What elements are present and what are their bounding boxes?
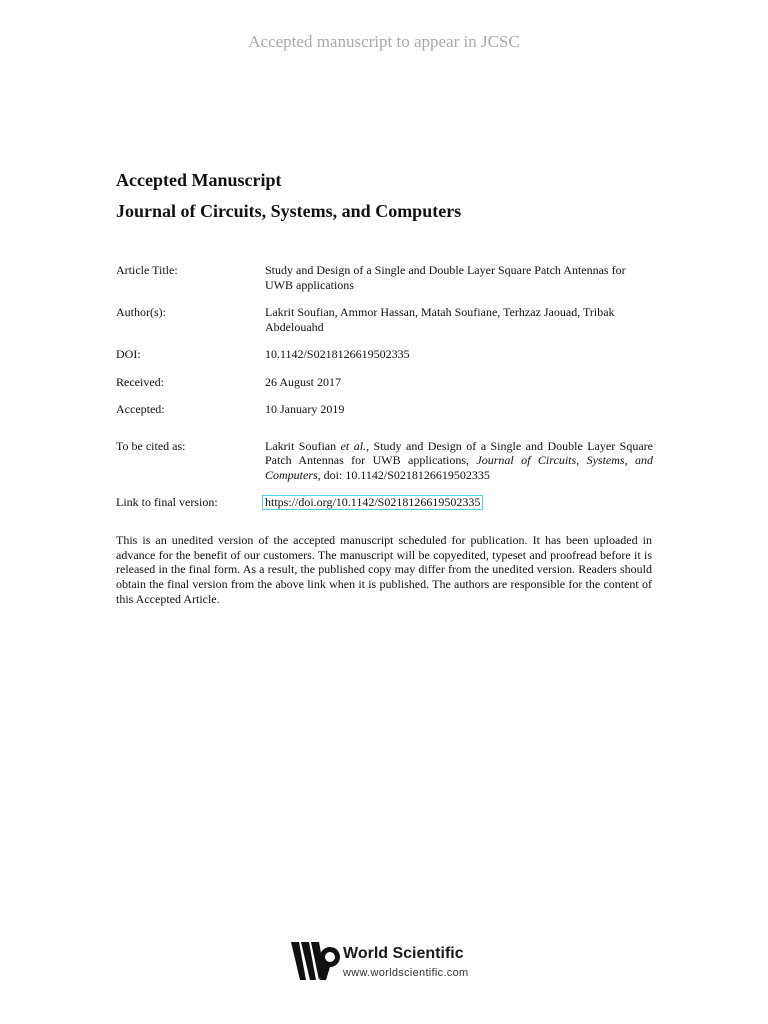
article-title-label: Article Title: bbox=[116, 263, 178, 277]
publisher-url: www.worldscientific.com bbox=[343, 967, 469, 979]
journal-title: Journal of Circuits, Systems, and Computers bbox=[116, 201, 462, 221]
metadata-table bbox=[116, 263, 656, 510]
doi-row bbox=[116, 347, 656, 362]
accepted-value: 10 January 2019 bbox=[265, 402, 345, 416]
citation-title: , Study and Design of a Single and Double Layer Square Patch Antennas for UWB applications, bbox=[265, 438, 653, 467]
citation-value bbox=[265, 439, 653, 483]
citation-doi: , doi: 10.1142/S0218126619502335 bbox=[317, 467, 490, 482]
authors-label: Author(s): bbox=[116, 305, 166, 319]
received-value: 26 August 2017 bbox=[265, 374, 342, 389]
final-link-label: Link to final version: bbox=[116, 495, 218, 509]
publisher-logo bbox=[290, 940, 490, 984]
article-title-value: Study and Design of a Single and Double Layer Square Patch Antennas for UWB applications bbox=[265, 263, 626, 292]
publisher-name: World Scientific bbox=[343, 945, 464, 962]
final-link-row bbox=[116, 495, 656, 510]
received-label: Received: bbox=[116, 374, 164, 389]
notice-paragraph: This is an unedited version of the accepted manuscript scheduled for publication. It has been uploaded in advance for the benefit of our customers. The manuscript will be copyedited, typeset and proofread before it is released in the final form. As a result, the published copy may differ from the unedited version. Readers should obtain the final version from the above link when it is published. The authors are responsible for the content of this Accepted Article. bbox=[116, 533, 652, 606]
article-title-row bbox=[116, 263, 656, 292]
citation-journal: Journal of Circuits, Systems, and Computers bbox=[265, 453, 653, 482]
accepted-label: Accepted: bbox=[116, 402, 165, 416]
world-scientific-logo-icon bbox=[290, 940, 342, 984]
received-row bbox=[116, 375, 656, 390]
authors-value: Lakrit Soufian, Ammor Hassan, Matah Soufiane, Terhzaz Jaouad, Tribak Abdelouahd bbox=[265, 305, 615, 334]
citation-label: To be cited as: bbox=[116, 438, 186, 453]
page-title: Accepted Manuscript bbox=[116, 170, 282, 190]
authors-row bbox=[116, 305, 656, 334]
accepted-row bbox=[116, 402, 656, 417]
doi-label: DOI: bbox=[116, 347, 141, 361]
citation-etal: et al. bbox=[340, 438, 367, 453]
watermark-text: Accepted manuscript to appear in JCSC bbox=[248, 32, 520, 51]
citation-author: Lakrit Soufian bbox=[265, 438, 337, 453]
final-version-link[interactable]: https://doi.org/10.1142/S0218126619502335 bbox=[262, 495, 483, 510]
citation-row bbox=[116, 439, 656, 483]
doi-value: 10.1142/S0218126619502335 bbox=[265, 347, 410, 361]
